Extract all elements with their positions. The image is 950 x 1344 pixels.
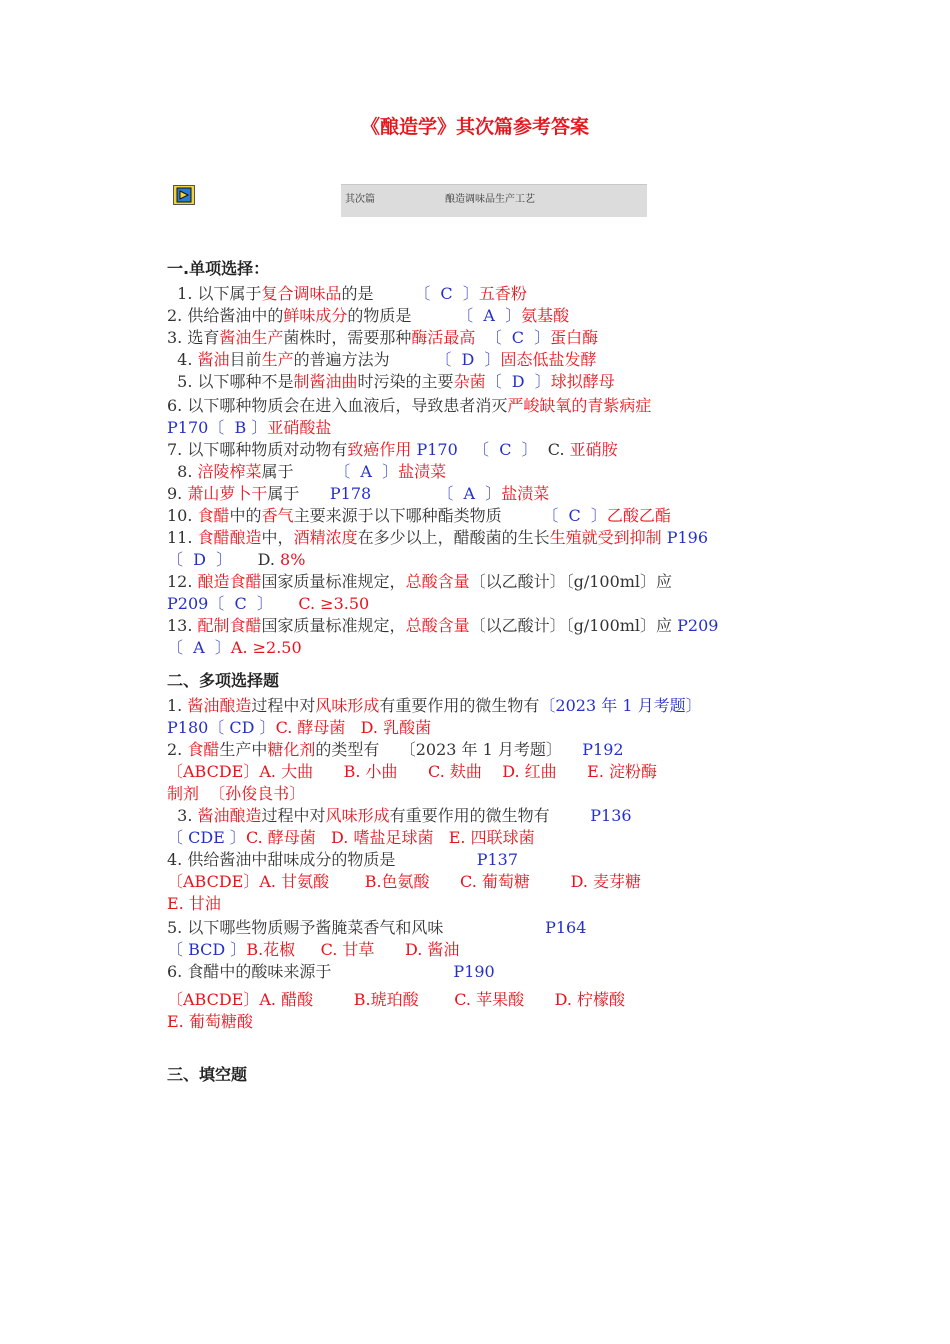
line-segment: 2. 供给酱油中的 [167,306,284,325]
line-segment: 属于 [261,462,294,481]
question-line [167,962,495,982]
line-segment: 主要来源于以下哪种酯类物质 [293,506,502,525]
question-line [167,418,331,438]
line-segment: 中的 [229,506,262,525]
line-segment: P170 〔 C 〕 [411,440,538,459]
line-segment: D. [232,550,281,569]
question-line [167,328,598,348]
line-segment: 过程中对 [251,696,316,715]
line-segment: 〔 A 〕 [167,638,231,657]
line-segment: 过程中对 [261,806,326,825]
line-segment: 总酸含量 [405,616,470,635]
question-line [167,762,657,782]
question-line [167,638,302,658]
line-segment: 酱油 [197,350,230,369]
line-segment: 〔 C 〕 [373,284,479,303]
line-segment: 固态低盐发酵 [500,350,597,369]
line-segment: C. 酵母菌 D. 乳酸菌 [275,718,432,737]
line-segment: P180〔 CD 〕 [167,718,276,737]
line-segment: 〔 C 〕 [475,328,551,347]
line-segment: 6. 以下哪种物质会在进入血液后，导致患者消灭 [167,396,508,415]
line-segment: P170〔 B 〕 [167,418,268,437]
question-line [167,440,618,460]
line-segment: 生殖就受到抑制 [549,528,662,547]
question-line [167,594,369,614]
line-segment: 2. [167,740,188,759]
line-segment: A. ≥2.50 [230,638,302,657]
line-segment: P209〔 C 〕 [167,594,273,613]
line-segment: 1. [167,696,188,715]
line-segment: C. ≥3.50 [272,594,370,613]
line-segment: P164 [443,918,587,937]
line-segment: 五香粉 [478,284,527,303]
line-segment: C. 酵母菌 D. 嗜盐足球菌 E. 四联球菌 [245,828,535,847]
line-segment: 8% [280,550,306,569]
line-segment: P178 〔 A 〕 [299,484,502,503]
line-segment: 制剂 〔孙俊良书〕 [167,784,306,803]
question-line [167,550,305,570]
question-line [167,806,632,826]
banner-topic: 酿造调味品生产工艺 [445,194,535,205]
line-segment: 有重要作用的微生物有 [379,696,540,715]
line-segment: 食醋酿造 [197,528,262,547]
line-segment: 食醋 [197,506,230,525]
question-line [167,616,718,636]
line-segment: 目前 [229,350,262,369]
line-segment: 国家质量标准规定， [261,572,406,591]
line-segment: P209 [672,616,719,635]
line-segment: 4. 供给酱油中甜味成分的物质是 [167,850,396,869]
line-segment: P137 [395,850,519,869]
line-segment: 〔 D 〕 [167,550,233,569]
line-segment: 〔 A 〕 [293,462,399,481]
question-line [167,284,527,304]
line-segment: P190 [331,962,495,981]
line-segment: 酱油生产 [219,328,284,347]
line-segment: 生产中 [219,740,268,759]
question-line [167,740,624,760]
line-segment: 〔ABCDE〕A. 醋酸 B.琥珀酸 C. 苹果酸 D. 柠檬酸 [167,990,626,1009]
line-segment: 〔 A 〕 [411,306,522,325]
line-segment: E. 葡萄糖酸 [167,1012,253,1031]
line-segment: E. 甘油 [167,894,221,913]
line-segment: 1. 以下属于 [167,284,262,303]
line-segment: 5. 以下哪些物质赐予酱腌菜香气和风味 [167,918,444,937]
line-segment: 酱油酿造 [197,806,262,825]
line-segment: 萧山萝卜干 [187,484,268,503]
line-segment: 菌株时，需要那种 [283,328,412,347]
line-segment: 杂菌 [453,372,486,391]
question-line [167,528,708,548]
question-line [167,718,431,738]
section-single-choice: 一.单项选择： [167,259,270,278]
line-segment: 13. [167,616,198,635]
line-segment: 8. [167,462,198,481]
line-segment: 制酱油曲 [293,372,358,391]
line-segment: 涪陵榨菜 [197,462,262,481]
line-segment: 5. 以下哪种不是 [167,372,294,391]
line-segment: 在多少以上，醋酸菌的生长 [357,528,550,547]
line-segment: 氨基酸 [521,306,570,325]
line-segment: 〔 BCD 〕 [167,940,247,959]
question-line [167,894,221,914]
line-segment: 〔 D 〕 [389,350,501,369]
line-segment: 的物质是 [347,306,412,325]
page-title: 《酿造学》其次篇参考答案 [360,116,589,138]
line-segment: P192 [561,740,624,759]
line-segment: 风味形成 [315,696,380,715]
line-segment: 蛋白酶 [550,328,599,347]
line-segment: 3. [167,806,198,825]
question-line [167,572,672,592]
line-segment: 酒精浓度 [293,528,358,547]
line-segment: 国家质量标准规定， [261,616,406,635]
line-segment: 生产 [261,350,294,369]
line-segment: 7. 以下哪种物质对动物有 [167,440,348,459]
line-segment: 〔2023 年 1 月考题〕 [539,696,702,715]
line-segment: P136 [549,806,632,825]
section-fill-blank: 三、填空题 [167,1065,248,1084]
question-line [167,696,702,716]
line-segment: 4. [167,350,198,369]
question-line [167,1012,253,1032]
line-segment: 酶活最高 [411,328,476,347]
line-segment: 〔以乙酸计〕〔g/100ml〕应 [469,572,673,591]
line-segment: 〔ABCDE〕A. 甘氨酸 B.色氨酸 C. 葡萄糖 D. 麦芽糖 [167,872,642,891]
line-segment: 9. [167,484,188,503]
line-segment: 鲜味成分 [283,306,348,325]
line-segment: 10. [167,506,198,525]
line-segment: B.花椒 C. 甘草 D. 酱油 [246,940,460,959]
line-segment: 中， [261,528,294,547]
line-segment: 11. [167,528,198,547]
line-segment: 有重要作用的微生物有 [389,806,550,825]
line-segment: 属于 [267,484,300,503]
line-segment: 的是 [341,284,374,303]
question-line [167,462,446,482]
question-line [167,918,586,938]
question-line [167,372,615,392]
line-segment: 致癌作用 [347,440,412,459]
question-line [167,872,641,892]
question-line [167,350,597,370]
line-segment: 亚硝胺 [569,440,618,459]
question-line [167,850,518,870]
line-segment: 〔 C 〕 [501,506,607,525]
line-segment: 球拟酵母 [550,372,615,391]
line-segment: 的类型有 〔2023 年 1 月考题〕 [315,740,562,759]
line-segment: 〔 CDE 〕 [167,828,246,847]
question-line [167,396,651,416]
question-line [167,506,671,526]
question-line [167,484,549,504]
line-segment: 盐渍菜 [501,484,550,503]
line-segment: 酿造食醋 [197,572,262,591]
line-segment: 的普遍方法为 [293,350,390,369]
line-segment: 3. 选育 [167,328,220,347]
question-line [167,990,625,1010]
book-icon[interactable] [173,185,195,205]
line-segment: 〔以乙酸计〕〔g/100ml〕应 [469,616,673,635]
line-segment: 风味形成 [325,806,390,825]
line-segment: 亚硝酸盐 [267,418,332,437]
line-segment: 总酸含量 [405,572,470,591]
line-segment: 6. 食醋中的酸味来源于 [167,962,332,981]
line-segment: 〔ABCDE〕A. 大曲 B. 小曲 C. 麸曲 D. 红曲 E. 淀粉酶 [167,762,658,781]
line-segment: 12. [167,572,198,591]
question-line [167,306,569,326]
line-segment: 严峻缺氧的青紫病症 [507,396,652,415]
section-multi-choice: 二、多项选择题 [167,671,280,690]
question-line [167,940,459,960]
line-segment: P196 [661,528,708,547]
question-line [167,828,535,848]
banner-chapter: 其次篇 [345,194,375,205]
line-segment: 食醋 [187,740,220,759]
line-segment: 配制食醋 [197,616,262,635]
chapter-banner [341,184,647,217]
line-segment: 复合调味品 [261,284,342,303]
line-segment: 盐渍菜 [398,462,447,481]
line-segment: 〔 D 〕 [485,372,551,391]
line-segment: 酱油酿造 [187,696,252,715]
question-line [167,784,305,804]
line-segment: 时污染的主要 [357,372,454,391]
line-segment: C. [537,440,570,459]
line-segment: 香气 [261,506,294,525]
line-segment: 糖化剂 [267,740,316,759]
line-segment: 乙酸乙酯 [606,506,671,525]
